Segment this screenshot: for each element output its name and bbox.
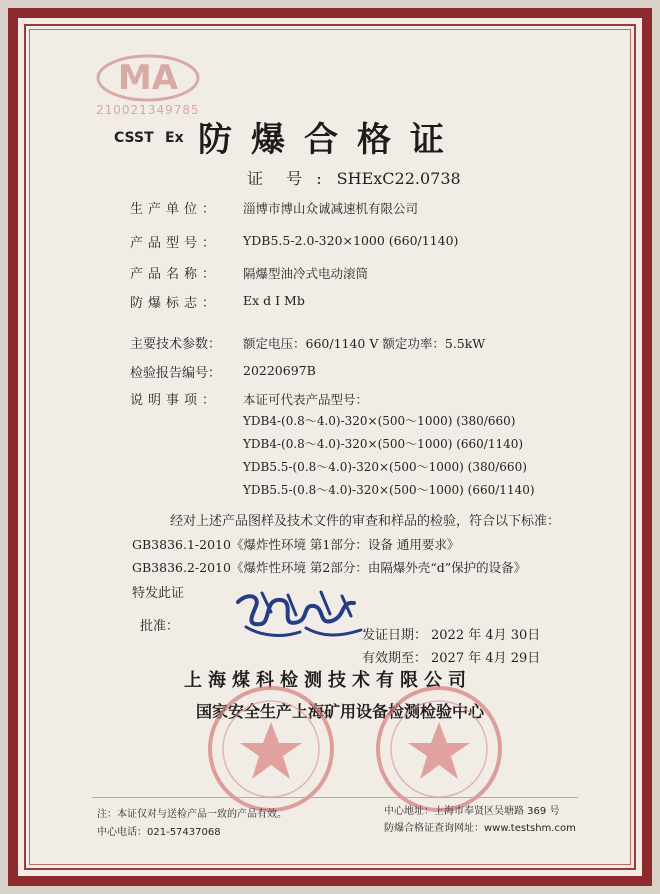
ma-logo-text: MA — [117, 58, 179, 98]
certificate-number-colon: : — [316, 169, 322, 188]
standards-intro: 经对上述产品图样及技术文件的审查和样品的检验，符合以下标准： — [170, 514, 561, 529]
technical-parameters-value: 额定电压：660/1140 V 额定功率：5.5kW — [243, 336, 486, 351]
standard-line: GB3836.1-2010《爆炸性环境 第1部分：设备 通用要求》 — [132, 537, 460, 552]
certificate-number-value: SHExC22.0738 — [336, 169, 461, 188]
ma-number: 210021349785 — [96, 103, 200, 117]
company-name: 上海煤科检测技术有限公司 — [184, 670, 472, 691]
product-name-value: 隔爆型油冷式电动滚筒 — [243, 266, 369, 281]
footer-phone: 中心电话：021-57437068 — [97, 827, 221, 838]
notes-value: 本证可代表产品型号： — [243, 392, 369, 407]
model-line: YDB5.5-(0.8～4.0)-320×(500～1000) (380/660) — [243, 460, 527, 474]
product-name-label: 产品名称： — [130, 267, 221, 282]
model-line: YDB5.5-(0.8～4.0)-320×(500～1000) (660/1140) — [243, 483, 535, 497]
csst-label: CSST — [114, 130, 154, 146]
technical-parameters-label: 主要技术参数： — [130, 337, 222, 352]
ex-label: Ex — [165, 130, 184, 146]
explosion-mark-value: Ex d I Mb — [243, 293, 305, 308]
expiry-date-label: 有效期至： — [362, 651, 428, 666]
footer-website: 防爆合格证查询网址：www.testshm.com — [384, 823, 576, 834]
footer-divider — [92, 797, 578, 798]
expiry-date-value: 2027 年 4月 29日 — [431, 651, 541, 666]
model-line: YDB4-(0.8～4.0)-320×(500～1000) (380/660) — [243, 414, 516, 428]
explosion-mark-label: 防爆标志： — [130, 296, 221, 311]
ma-logo-icon — [95, 52, 201, 104]
special-issuance: 特发此证 — [132, 586, 185, 601]
inspection-report-value: 20220697B — [243, 363, 316, 378]
product-model-value: YDB5.5-2.0-320×1000 (660/1140) — [243, 233, 459, 248]
manufacturer-value: 淄博市博山众诚减速机有限公司 — [243, 201, 419, 216]
standard-line: GB3836.2-2010《爆炸性环境 第2部分：由隔爆外壳“d”保护的设备》 — [132, 560, 527, 575]
certificate-number-label: 证 号 — [247, 169, 312, 188]
footer-address: 中心地址：上海市奉贤区吴塘路 369 号 — [384, 806, 560, 817]
inspection-report-label: 检验报告编号： — [130, 366, 222, 381]
notes-label: 说明事项： — [130, 393, 221, 408]
testing-center-name: 国家安全生产上海矿用设备检测检验中心 — [196, 702, 485, 721]
product-model-label: 产品型号： — [130, 236, 221, 251]
footer-note: 注：本证仅对与送检产品一致的产品有效。 — [97, 809, 287, 820]
model-line: YDB4-(0.8～4.0)-320×(500～1000) (660/1140) — [243, 437, 524, 451]
handwritten-signature — [226, 584, 371, 649]
certificate-title: 防爆合格证 — [198, 120, 463, 160]
issue-date-value: 2022 年 4月 30日 — [431, 628, 541, 643]
issue-date-label: 发证日期： — [362, 628, 428, 643]
approval-label: 批准： — [140, 619, 180, 634]
certificate-number-row — [247, 166, 461, 189]
manufacturer-label: 生产单位： — [130, 202, 221, 217]
